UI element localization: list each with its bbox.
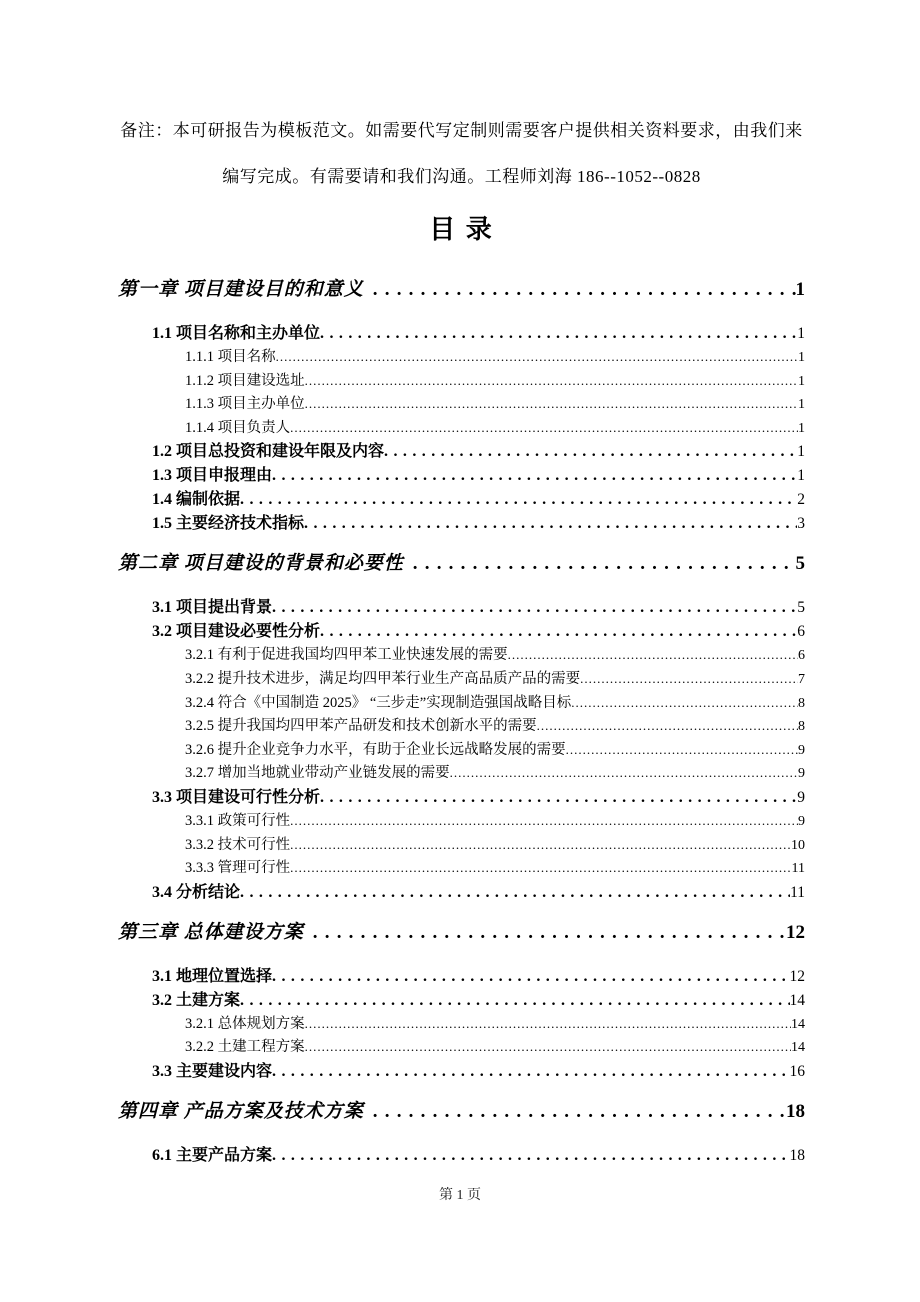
toc-entry-label: 6.1 主要产品方案 — [152, 1146, 273, 1164]
toc-dot-leader — [320, 786, 797, 810]
toc-dot-leader — [272, 1060, 789, 1084]
toc-entry-page: 14 — [789, 991, 805, 1009]
toc-entry[interactable] — [152, 512, 805, 536]
toc-entry-page: 1 — [798, 373, 805, 389]
toc-dot-leader — [272, 965, 789, 989]
toc-entry[interactable] — [185, 715, 805, 739]
toc-entry-page: 9 — [798, 766, 805, 782]
toc-dot-leader — [450, 762, 798, 785]
toc-dot-leader — [290, 834, 791, 857]
toc-entry-page: 12 — [786, 921, 805, 943]
toc-dot-leader — [305, 1036, 791, 1059]
toc-entry-label: 3.3.3 管理可行性 — [185, 860, 291, 877]
toc-entry-label: 第一章 项目建设目的和意义 — [118, 279, 364, 300]
toc-dot-leader — [305, 393, 798, 416]
header-note-line-1: 备注：本可研报告为模板范文。如需要代写定制则需要客户提供相关资料要求，由我们来 — [120, 121, 803, 140]
toc-entry[interactable] — [185, 370, 805, 394]
toc-entry[interactable] — [118, 919, 805, 947]
toc-entry-page: 5 — [797, 599, 805, 617]
toc-entry-page: 11 — [791, 861, 805, 877]
toc-dot-leader — [508, 644, 798, 667]
toc-entry-label: 3.2.2 土建工程方案 — [185, 1039, 305, 1056]
toc-entry-page: 3 — [797, 515, 805, 533]
toc-entry-page: 1 — [795, 279, 805, 300]
toc-dot-leader — [566, 739, 798, 762]
toc-entry-label: 1.1 项目名称和主办单位 — [152, 325, 321, 342]
toc-dot-leader — [364, 276, 796, 304]
toc-dot-leader — [320, 620, 797, 644]
toc-dot-leader — [290, 857, 791, 880]
toc-entry[interactable] — [185, 644, 805, 668]
toc-entry[interactable] — [152, 786, 805, 810]
toc-entry-page: 6 — [798, 648, 805, 664]
toc-dot-leader — [537, 715, 798, 738]
toc-entry-page: 14 — [791, 1016, 805, 1032]
toc-dot-leader — [305, 370, 798, 393]
toc-entry[interactable] — [185, 346, 805, 370]
toc-entry-label: 1.1.2 项目建设选址 — [185, 372, 305, 389]
toc-dot-leader — [240, 488, 797, 512]
toc-entry-page: 1 — [797, 443, 805, 461]
toc-entry[interactable] — [152, 464, 805, 488]
toc-dot-leader — [272, 596, 797, 620]
toc-dot-leader — [276, 346, 798, 369]
toc-entry[interactable] — [152, 881, 805, 905]
toc-entry-page: 12 — [789, 967, 805, 985]
toc-entry[interactable] — [185, 668, 805, 692]
toc-entry-label: 3.3 项目建设可行性分析 — [152, 788, 321, 806]
toc-entry-label: 3.2.1 有利于促进我国均四甲苯工业快速发展的需要 — [185, 647, 508, 664]
toc-entry-label: 3.3.1 政策可行性 — [185, 812, 291, 829]
toc-entry-label: 3.2.1 总体规划方案 — [185, 1015, 305, 1032]
toc-entry-label: 3.2.4 符合《中国制造 2025》 “三步走”实现制造强国战略目标 — [185, 694, 572, 711]
toc-entry-label: 1.1.3 项目主办单位 — [185, 396, 305, 413]
toc-entry[interactable] — [152, 620, 805, 644]
toc-entry-label: 3.2 土建方案 — [152, 991, 241, 1009]
toc-entry-label: 1.4 编制依据 — [152, 491, 241, 509]
toc-entry[interactable] — [185, 857, 805, 881]
toc-entry-page: 14 — [791, 1040, 805, 1056]
toc-entry-page: 9 — [797, 788, 805, 806]
toc-entry[interactable] — [152, 488, 805, 512]
toc-entry-page: 9 — [798, 813, 805, 829]
header-note-line-2: 编写完成。有需要请和我们沟通。工程师刘海 186--1052--0828 — [222, 167, 701, 186]
toc-entry-label: 1.1.1 项目名称 — [185, 349, 276, 365]
toc-entry-label: 3.2.7 增加当地就业带动产业链发展的需要 — [185, 765, 450, 782]
toc-entry-page: 18 — [786, 1100, 805, 1122]
toc-entry-page: 10 — [791, 837, 805, 853]
toc-entry-page: 7 — [798, 671, 805, 687]
toc-dot-leader — [580, 668, 798, 691]
toc-entry[interactable] — [118, 276, 805, 304]
toc-entry-page: 9 — [798, 742, 805, 758]
toc-entry[interactable] — [185, 417, 805, 441]
page-title: 目 录 — [429, 215, 494, 244]
toc-dot-leader — [304, 919, 786, 947]
toc-entry-label: 1.3 项目申报理由 — [152, 467, 273, 485]
toc-entry[interactable] — [185, 834, 805, 858]
toc-entry[interactable] — [185, 739, 805, 763]
toc-entry-page: 18 — [789, 1146, 805, 1164]
toc-entry-label: 3.1 地理位置选择 — [152, 967, 273, 985]
toc-entry-page: 1 — [798, 350, 805, 365]
toc-entry-page: 1 — [797, 325, 805, 342]
toc-entry[interactable] — [152, 1144, 805, 1168]
toc-entry[interactable] — [118, 550, 805, 578]
toc-entry-page: 11 — [790, 883, 805, 901]
toc-entry-label: 3.3 主要建设内容 — [152, 1062, 273, 1080]
toc-entry-label: 第三章 总体建设方案 — [118, 921, 304, 943]
toc-entry[interactable] — [152, 596, 805, 620]
toc-dot-leader — [290, 810, 798, 833]
toc-dot-leader — [272, 1144, 789, 1168]
toc-entry-page: 1 — [798, 420, 805, 436]
toc-entry-page: 8 — [798, 695, 805, 711]
toc-entry[interactable] — [185, 393, 805, 417]
toc-dot-leader — [240, 989, 789, 1013]
toc-entry-label: 3.1 项目提出背景 — [152, 599, 273, 617]
toc-entry[interactable] — [185, 1036, 805, 1060]
toc-entry-page: 5 — [795, 553, 805, 575]
toc-entry-label: 第二章 项目建设的背景和必要性 — [118, 553, 404, 575]
toc-dot-leader — [240, 881, 790, 905]
toc-entry[interactable] — [185, 810, 805, 834]
header-note — [118, 108, 805, 200]
toc-entry[interactable] — [185, 692, 805, 716]
toc-entry[interactable] — [152, 322, 805, 346]
toc-entry-page: 1 — [797, 467, 805, 485]
toc-dot-leader — [290, 417, 798, 440]
toc-entry-label: 第四章 产品方案及技术方案 — [118, 1100, 364, 1122]
toc-entry[interactable] — [185, 1013, 805, 1037]
toc-dot-leader — [384, 440, 797, 464]
toc-entry-page: 6 — [797, 623, 805, 641]
toc-entry-page: 1 — [798, 397, 805, 413]
toc-entry[interactable] — [118, 1098, 805, 1126]
toc-entry-label: 3.2.6 提升企业竞争力水平，有助于企业长远战略发展的需要 — [185, 741, 566, 758]
toc-entry[interactable] — [152, 965, 805, 989]
toc-entry-label: 3.2.2 提升技术进步，满足均四甲苯行业生产高品质产品的需要 — [185, 670, 581, 687]
toc-entry-label: 1.5 主要经济技术指标 — [152, 515, 305, 533]
toc-dot-leader — [304, 512, 797, 536]
toc-entry-label: 1.1.4 项目负责人 — [185, 419, 291, 436]
page-footer — [0, 1184, 920, 1204]
toc-dot-leader — [364, 1098, 786, 1126]
toc-dot-leader — [272, 464, 797, 488]
toc-entry-page: 16 — [789, 1062, 805, 1080]
toc-dot-leader — [571, 692, 798, 715]
toc-entry-label: 3.2.5 提升我国均四甲苯产品研发和技术创新水平的需要 — [185, 718, 537, 735]
toc-entry-page: 2 — [797, 491, 805, 509]
toc-entry[interactable] — [152, 989, 805, 1013]
toc-entry-label: 1.2 项目总投资和建设年限及内容 — [152, 443, 385, 461]
toc-dot-leader — [305, 1013, 791, 1036]
toc-dot-leader — [320, 322, 797, 346]
toc-entry[interactable] — [152, 1060, 805, 1084]
toc-entry-label: 3.2 项目建设必要性分析 — [152, 623, 321, 641]
toc-entry-label: 3.4 分析结论 — [152, 883, 241, 901]
toc-dot-leader — [404, 550, 796, 578]
page-number-label: 第 1 页 — [439, 1188, 481, 1203]
toc-entry[interactable] — [152, 440, 805, 464]
toc-entry-label: 3.3.2 技术可行性 — [185, 836, 291, 853]
toc-entry[interactable] — [185, 762, 805, 786]
table-of-contents — [118, 276, 805, 1168]
toc-entry-page: 8 — [798, 719, 805, 735]
